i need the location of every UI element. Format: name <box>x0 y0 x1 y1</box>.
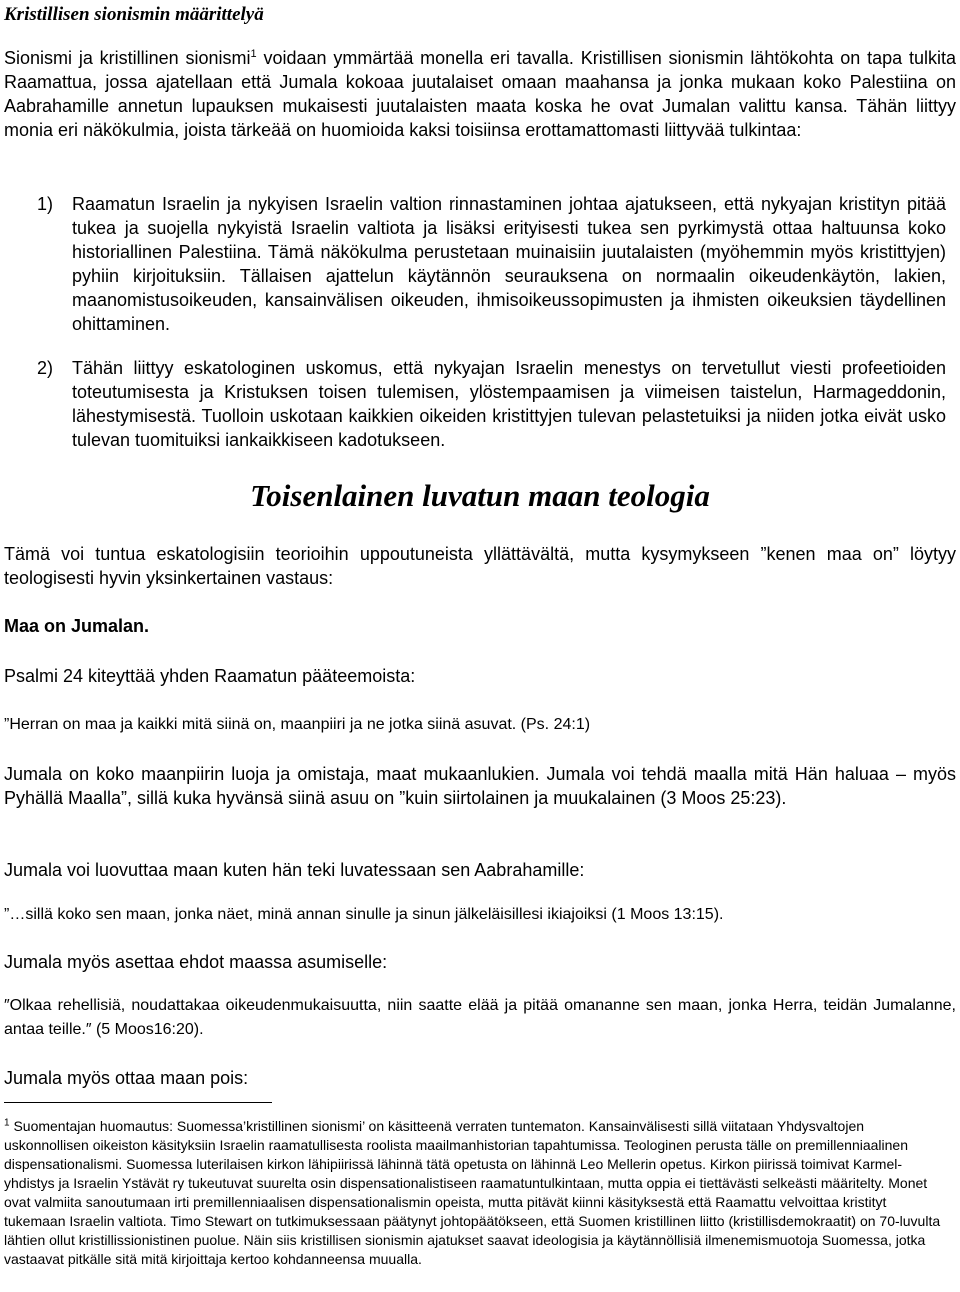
footnote <box>4 1117 948 1269</box>
paragraph: Tämä voi tuntua eskatologisiin teorioihin uppoutuneista yllättävältä, mutta kysymykseen ”kenen maa on” löytyy teologisesti hyvin yksinkertainen vastaus: <box>4 544 956 588</box>
subsection-title: Toisenlainen luvatun maan teologia <box>250 478 710 513</box>
list-item <box>4 192 946 336</box>
list-item-text: Raamatun Israelin ja nykyisen Israelin valtion rinnastaminen johtaa ajatukseen, että nykyajan kristityn pitää tukea ja suojella nykyistä Israelin valtiota ja lisäksi erityisesti tukea sen pyrkimystä ottaa haltuunsa koko historiallinen Palestiina. Tämä näkökulma perustetaan muinaisiin juutalaisten (myöhemmin myös kristittyjen) pyhiin kirjoituksiin. Tällaisen ajattelun käytännön seurauksena on normaalin oikeudenkäytön, lakien, maanomistusoikeuden, kansainvälisen oikeuden, ihmisoikeussopimusten ja ihmisten oikeuksien täydellinen ohittaminen. <box>72 194 946 334</box>
paragraph: Psalmi 24 kiteyttää yhden Raamatun pääteemoista: <box>4 666 416 686</box>
paragraph: Jumala myös asettaa ehdot maassa asumiselle: <box>4 952 388 972</box>
list-item <box>4 356 946 452</box>
section-title: Kristillisen sionismin määrittelyä <box>4 4 264 25</box>
intro-text-rest: voidaan ymmärtää monella eri tavalla. Kristillisen sionismin lähtökohta on tapa tulkita Raamattua, jossa ajatellaan että Jumala kokoaa juutalaiset omaan maahansa ja jonka mukaan koko Palestiina on Aabrahamille annetun lupauksen mukaisesti juutalaisten maata koska he ovat Jumalan valittu kansa. Tähän liittyy monia eri näkökulmia, joista tärkeää on huomioida kaksi toisiinsa erottamattomasti liittyvää tulkintaa: <box>4 48 956 140</box>
list-item-number: 1) <box>37 194 54 214</box>
quote: ″Olkaa rehellisiä, noudattakaa oikeudenmukaisuutta, niin saatte elää ja pitää omananne sen maan, jonka Herra, teidän Jumalanne, antaa teille.″ (5 Moos16:20). <box>4 997 956 1038</box>
footnote-reference[interactable]: 1 <box>250 48 257 60</box>
intro-paragraph <box>4 46 956 142</box>
quote: ”Herran on maa ja kaikki mitä siinä on, maanpiiri ja ne jotka siinä asuvat. (Ps. 24:1) <box>4 716 591 733</box>
paragraph: Jumala voi luovuttaa maan kuten hän teki luvatessaan sen Aabrahamille: <box>4 860 585 880</box>
paragraph: Jumala on koko maanpiirin luoja ja omistaja, maat mukaanlukien. Jumala voi tehdä maalla mitä Hän haluaa – myös Pyhällä Maalla”, sillä kuka hyvänsä siinä asuu on ”kuin siirtolainen ja muukalainen (3 Moos 25:23). <box>4 764 956 808</box>
quote: ”…sillä koko sen maan, jonka näet, minä annan sinulle ja sinun jälkeläisillesi ikiajoiksi (1 Moos 13:15). <box>4 906 724 923</box>
list-item-text: Tähän liittyy eskatologinen uskomus, että nykyajan Israelin menestys on tervetullut viesti profeetioiden toteutumisesta ja Kristuksen toisen tulemisen, ylöstempaamisen ja viimeisen taistelun, Harmageddonin, lähestymisestä. Tuolloin uskotaan kaikkien oikeiden kristittyjen tulevan pelastetuiksi ja niiden jotka eivät usko tulevan tuomituiksi iankaikkiseen kadotukseen. <box>72 358 946 450</box>
list-item-number: 2) <box>37 358 54 378</box>
bold-statement: Maa on Jumalan. <box>4 616 150 636</box>
footnote-separator <box>4 1102 272 1103</box>
paragraph-bold <box>4 614 956 638</box>
intro-text-start: Sionismi ja kristillinen sionismi <box>4 48 251 68</box>
footnote-marker: 1 <box>4 1117 10 1129</box>
footnote-text: Suomentajan huomautus: Suomessa’kristillinen sionismi’ on käsitteenä verraten tuntematon. Kansainvälisesti sillä viitataan Yhdysvaltojen uskonnollisen oikeiston käsityksiin Israelin raamatullisesta roolista maailmanhistorian tapahtumissa. Teologinen perusta tälle on premillenniaalinen dispensationalismi. Suomessa luterilaisen kirkon lähipiirissä lähinnä tätä opetusta on lähinnä Leo Mellerin opetus. Kirkon piirissä toimivat Karmel-yhdistys ja Israelin Ystävät ry tukeutuvat suurelta osin dispensationalistiseen raamatuntulkintaan, mutta oppia ei tiettävästi selkeästi määritelty. Monet ovat valmiita sanoutumaan irti premillenniaalisen dispensationalismin opeista, mutta pitävät kiinni käsityksestä että Raamattu velvoittaa kristityt tukemaan Israelin valtiota. Timo Stewart on tutkimuksessaan päätynyt johtopäätökseen, että Suomen kristillinen liitto (kristillisdemokraatit) on 70-luvulta lähtien ollut kristillissionistinen puolue. Näin siis kristillisen sionismin ajatukset saavat ideologisia ja käytännöllisiä ilmenemismuotoja Suomessa, jotka vastaavat pitkälle sitä mitä kirjoittaja kertoo kohdanneensa muualla. <box>4 1118 941 1267</box>
paragraph: Jumala myös ottaa maan pois: <box>4 1068 249 1088</box>
